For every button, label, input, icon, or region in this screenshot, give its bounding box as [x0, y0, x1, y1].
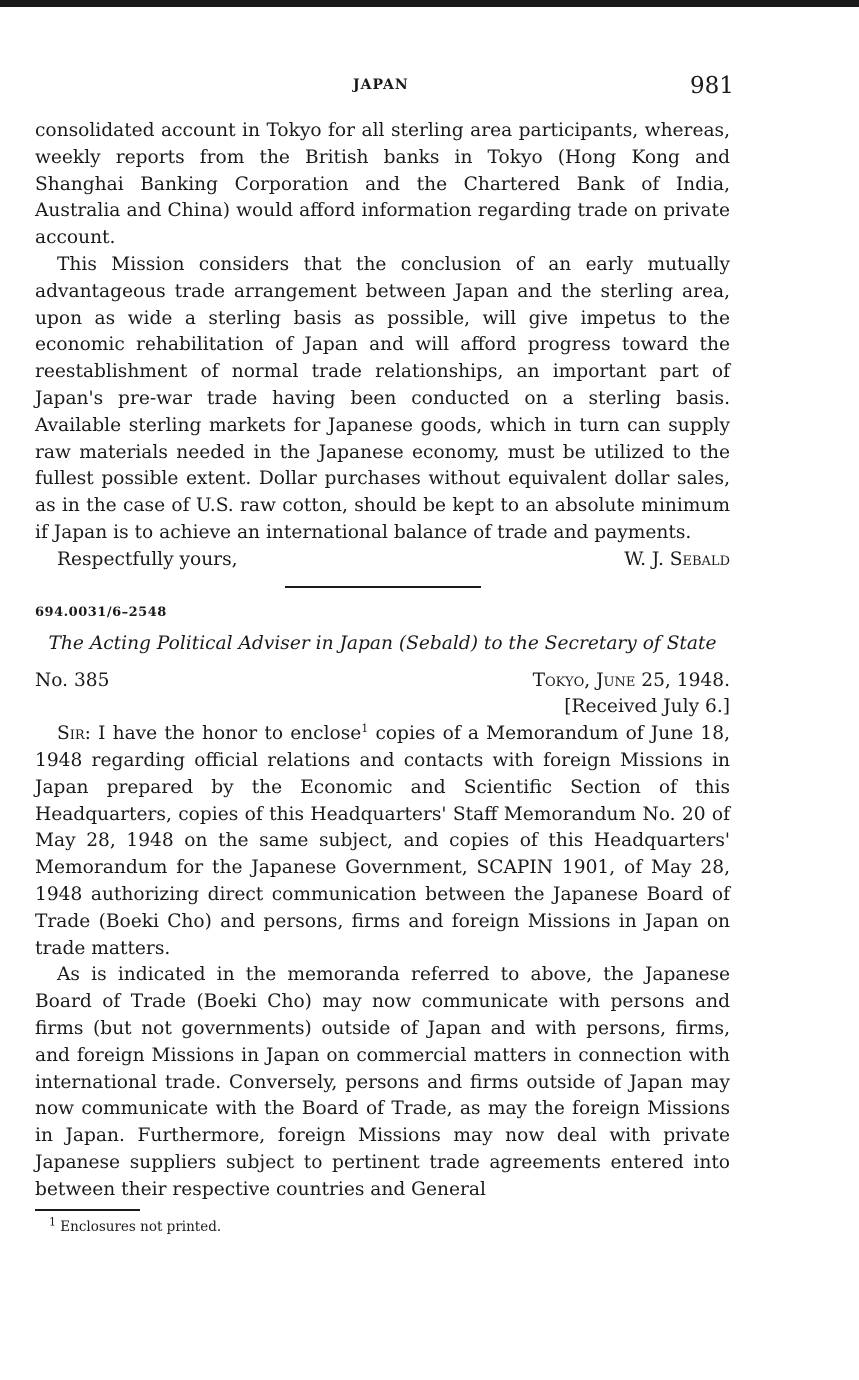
place-date: Tokyo, June 25, 1948.: [532, 669, 730, 691]
footnote-ref: 1: [361, 721, 369, 735]
despatch-number: No. 385: [35, 669, 110, 691]
body1-part-a: I have the honor to enclose: [98, 723, 362, 745]
footnote: [35, 1217, 730, 1237]
letter-body-paragraph-1: [35, 721, 730, 962]
top-border: [0, 0, 859, 7]
letter-closing: [35, 547, 730, 574]
page-content: [35, 118, 730, 1237]
paragraph-continued: consolidated account in Tokyo for all sterling area participants, whereas, weekly reports from the British banks in Tokyo (Hong Kong and Shanghai Banking Corporation and the Chartered Bank of India, Australia and China) would afford information regarding trade on private account.: [35, 120, 730, 249]
paragraph-mission: This Mission considers that the conclusion of an early mutually advantageous trade arrangement between Japan and the sterling area, upon as wide a sterling basis as possible, will give impetus to the economic rehabilitation of Japan and will afford progress toward the reestablishment of normal trade relationships, an important part of Japan's pre-war trade having been conducted on a sterling basis. Available sterling markets for Japanese goods, which in turn can supply raw materials needed in the Japanese economy, must be utilized to the fullest possible extent. Dollar purchases without equivalent dollar sales, as in the case of U.S. raw cotton, should be kept to an absolute minimum if Japan is to achieve an international balance of trade and payments.: [35, 253, 730, 543]
section-divider: [285, 586, 481, 588]
document-heading: The Acting Political Adviser in Japan (Sebald) to the Secretary of State: [48, 632, 717, 654]
body1-part-b: copies of a Memorandum of June 18, 1948 regarding official relations and contacts with foreign Missions in Japan prepared by the Economic and Scientific Section of this Headquarters, copies of this Headquarters' Staff Memorandum No. 20 of May 28, 1948 on the same subject, and copies of this Headquarters' Memorandum for the Japanese Government, SCAPIN 1901, of May 28, 1948 authorizing direct communication between the Japanese Board of Trade (Boeki Cho) and persons, firms and foreign Missions in Japan on trade matters.: [35, 723, 730, 959]
received-date: [Received July 6.]: [564, 696, 730, 718]
letter-body-paragraph-2: As is indicated in the memoranda referred to above, the Japanese Board of Trade (Boeki Cho) may now communicate with persons and firms (but not governments) outside of Japan and with persons, firms, and foreign Missions in Japan on commercial matters in connection with international trade. Conversely, persons and firms outside of Japan may now communicate with the Board of Trade, as may the foreign Missions in Japan. Furthermore, foreign Missions may now deal with private Japanese suppliers subject to pertinent trade agreements entered into between their respective countries and General: [35, 964, 730, 1200]
file-number: 694.0031/6–2548: [35, 604, 167, 620]
footnote-divider: [35, 1209, 140, 1211]
page-number: 981: [690, 73, 734, 99]
footnote-marker: 1: [49, 1215, 56, 1229]
closing-salutation: Respectfully yours,: [57, 548, 238, 570]
signature: W. J. Sebald: [624, 548, 730, 570]
footnote-text: Enclosures not printed.: [60, 1219, 222, 1236]
running-title: JAPAN: [353, 77, 409, 93]
letter-salutation: Sir:: [57, 723, 91, 745]
dateline: [35, 668, 730, 695]
